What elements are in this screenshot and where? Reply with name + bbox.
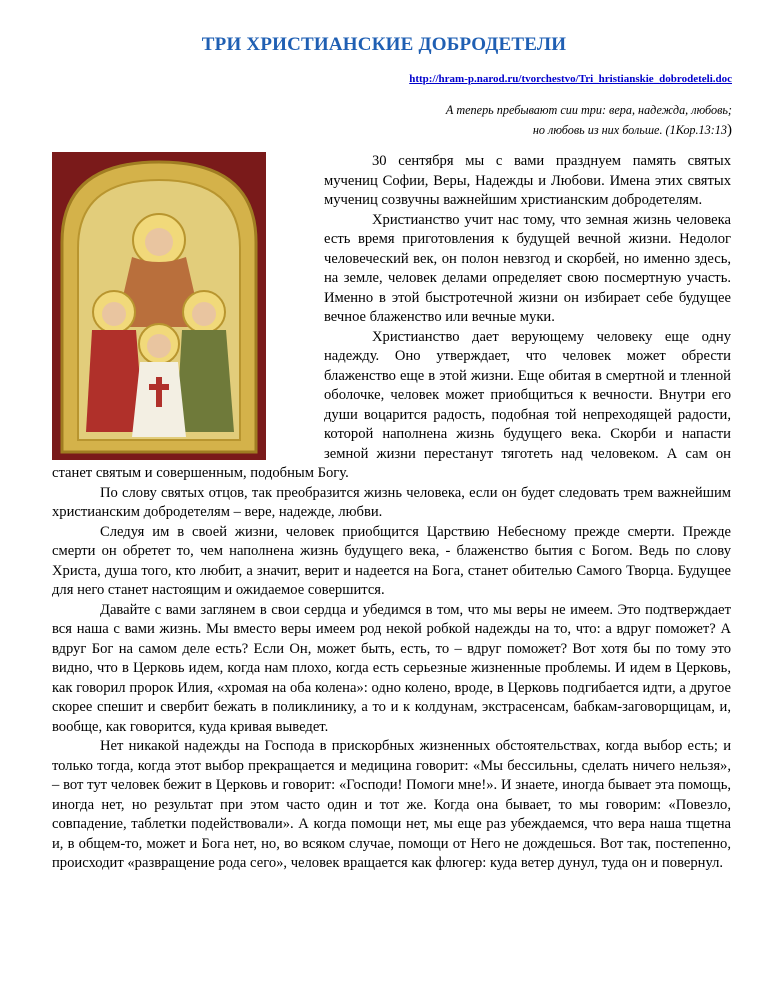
face-sofia (145, 228, 173, 256)
paragraph-3: Христианство дает верующему человеку еще одну надежду. Оно утверждает, что человек может обрести блаженство еще в этой жизни. Еще обитая в смертной и тленной оболочке, человек может приобщиться к вечности. Внутри его души воцарится радость, подобная той непреходящей радости, которой наполнена жизнь будущего века. Скорби и напасти земной жизни перестанут тяготеть над человеком. А сам он станет святым и совершенным, подобным Богу. (52, 328, 731, 481)
epigraph (312, 100, 732, 140)
page-title: ТРИ ХРИСТИАНСКИЕ ДОБРОДЕТЕЛИ (201, 34, 567, 55)
icon-image (52, 152, 266, 460)
paragraph-5: Следуя им в своей жизни, человек приобщится Царствию Небесному прежде смерти. Прежде смерти он обретет то, чем наполнена жизнь будущего века, - блаженство бытия с Богом. Ведь по слову Христа, душа того, кто любит, а значит, верит и надеется на Бога, станет обителью Самого Творца. Будущее для него станет настоящим и ожидаемое совершится. (52, 523, 731, 598)
face-nadezhda (192, 302, 216, 326)
article-body (52, 152, 731, 874)
source-link[interactable]: http://hram-p.narod.ru/tvorchestvo/Tri_hristianskie_dobrodeteli.doc (409, 73, 732, 85)
paragraph-1: 30 сентября мы с вами празднуем память святых мучениц Софии, Веры, Надежды и Любови. Имена этих святых мучениц созвучны важнейшим христианским добродетелям. (324, 153, 731, 208)
epigraph-line-2-text: но любовь из них больше. (1Кор.13:13 (532, 123, 727, 137)
paragraph-2: Христианство учит нас тому, что земная жизнь человека есть время приготовления к будущей вечной жизни. Недолог человеческий век, он полон невзгод и скорбей, но именно здесь, на земле, человек делами определяет свою посмертную участь. Именно в этой быстротечной жизни он избирает себе будущее вечное блаженство или вечные муки. (324, 211, 731, 325)
epigraph-line-2 (312, 120, 732, 140)
face-vera (102, 302, 126, 326)
paragraph-6: Давайте с вами заглянем в свои сердца и убедимся в том, что мы веры не имеем. Это подтверждает вся наша с вами жизнь. Мы вместо веры имеем род некой робкой надежды на то, что: а вдруг поможет? А вдруг Бог на самом деле есть? Если Он, может быть, есть, то – вдруг поможет? Вот хотя бы по тому это видно, что в Церковь идем, когда нам плохо, когда есть серьезные жизненные проблемы. И идем в Церковь, как говорил пророк Илия, «хромая на оба колена»: одно колено, вроде, в Церковь подгибается идти, а другое скорее спешит и свербит бежать в поликлинику, а то и к колдунам, экстрасенсам, бабкам-заговорщицам, и, вообще, как говорится, куда кривая выведет. (52, 601, 731, 735)
paragraph-4: По слову святых отцов, так преобразится жизнь человека, если он будет следовать трем важнейшим христианским добродетелям – вере, надежде, любви. (52, 484, 731, 520)
epigraph-close-paren: ) (727, 122, 732, 138)
robe-nadezhda (176, 330, 234, 432)
face-lyubov (147, 334, 171, 358)
icon-svg (52, 152, 266, 460)
epigraph-line-1: А теперь пребывают сии три: вера, надежда, любовь; (445, 103, 732, 117)
paragraph-7: Нет никакой надежды на Господа в прискорбных жизненных обстоятельствах, когда выбор есть; и только тогда, когда этот выбор прекращается и медицина говорит: «Мы бессильны, сделать ничего нельзя», – вот тут человек бежит в Церковь и говорит: «Господи! Помоги мне!». И знаете, иногда бывает эта помощь, иногда нет, но результат при этом часто один и тот же. Когда она бывает, то мы говорим: «Повезло, совпадение, таблетки подействовали». А когда помощи нет, мы еще раз убеждаемся, что вера наша тщетна и, в общем-то, может и Бога нет, но, во всяком случае, помощи от Него не дождешься. Вот так, постепенно, происходит «развращение рода сего», человек вращается как флюгер: куда ветер дунул, туда он и повернул. (52, 738, 731, 871)
